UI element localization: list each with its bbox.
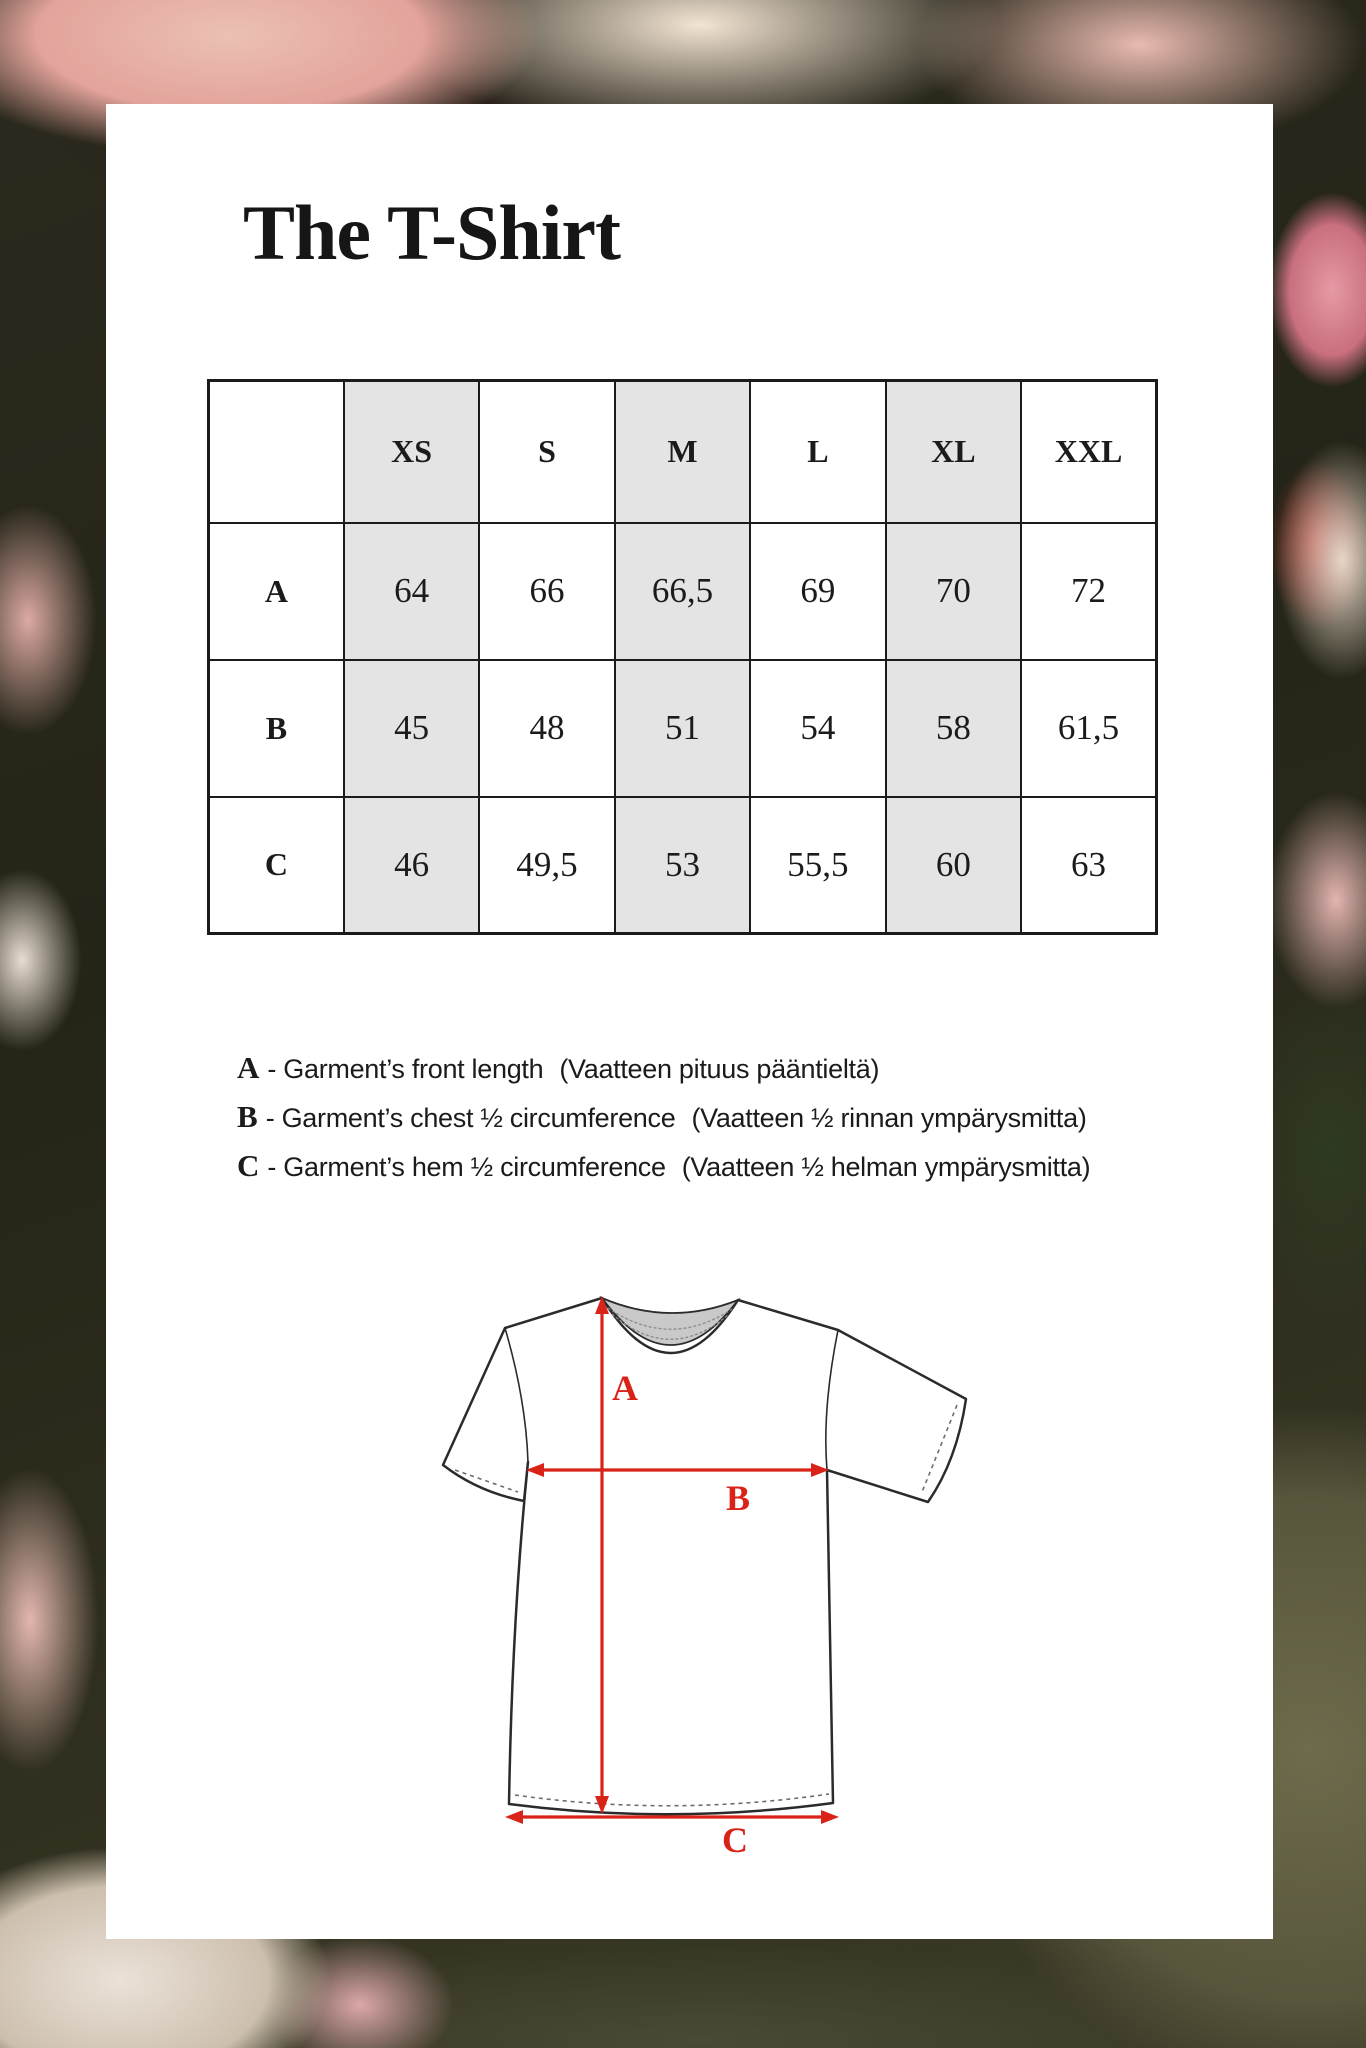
size-column-header-xs: XS bbox=[344, 381, 479, 523]
legend-letter-c: C bbox=[237, 1148, 260, 1183]
size-value-cell: 70 bbox=[886, 523, 1021, 660]
size-chart-card bbox=[106, 104, 1273, 1939]
arrow-c-head-left bbox=[505, 1810, 523, 1824]
table-row-b bbox=[209, 660, 1157, 797]
legend-letter-b: B bbox=[237, 1099, 258, 1134]
tshirt-measurement-diagram bbox=[430, 1280, 990, 1860]
size-column-header-xl: XL bbox=[886, 381, 1021, 523]
size-value-cell: 60 bbox=[886, 797, 1021, 934]
size-value-cell: 66 bbox=[479, 523, 614, 660]
table-row-a bbox=[209, 523, 1157, 660]
legend-finnish-a: (Vaatteen pituus pääntieltä) bbox=[559, 1054, 880, 1084]
size-value-cell: 46 bbox=[344, 797, 479, 934]
table-row-c bbox=[209, 797, 1157, 934]
diagram-label-a: A bbox=[612, 1368, 638, 1408]
tshirt-outline bbox=[443, 1298, 966, 1814]
size-column-header-xxl: XXL bbox=[1021, 381, 1156, 523]
size-value-cell: 48 bbox=[479, 660, 614, 797]
size-value-cell: 54 bbox=[750, 660, 885, 797]
size-value-cell: 45 bbox=[344, 660, 479, 797]
size-value-cell: 53 bbox=[615, 797, 750, 934]
legend-line-b bbox=[237, 1099, 1090, 1135]
size-value-cell: 61,5 bbox=[1021, 660, 1156, 797]
legend-line-c bbox=[237, 1148, 1090, 1184]
size-column-header-m: M bbox=[615, 381, 750, 523]
size-value-cell: 51 bbox=[615, 660, 750, 797]
size-value-cell: 49,5 bbox=[479, 797, 614, 934]
size-value-cell: 55,5 bbox=[750, 797, 885, 934]
measurement-legend bbox=[237, 1050, 1090, 1197]
legend-finnish-b: (Vaatteen ½ rinnan ympärysmitta) bbox=[691, 1103, 1087, 1133]
size-value-cell: 58 bbox=[886, 660, 1021, 797]
size-value-cell: 72 bbox=[1021, 523, 1156, 660]
size-table-header-row bbox=[209, 381, 1157, 523]
page-title: The T-Shirt bbox=[243, 189, 620, 276]
size-value-cell: 69 bbox=[750, 523, 885, 660]
legend-description-a: - Garment’s front length bbox=[267, 1054, 544, 1084]
arrow-c-head-right bbox=[821, 1810, 839, 1824]
legend-letter-a: A bbox=[237, 1050, 260, 1085]
measure-row-label-c: C bbox=[209, 797, 344, 934]
size-value-cell: 63 bbox=[1021, 797, 1156, 934]
size-column-header-s: S bbox=[479, 381, 614, 523]
legend-finnish-c: (Vaatteen ½ helman ympärysmitta) bbox=[681, 1152, 1091, 1182]
size-value-cell: 64 bbox=[344, 523, 479, 660]
legend-line-a bbox=[237, 1050, 1090, 1086]
corner-cell bbox=[209, 381, 344, 523]
measure-row-label-b: B bbox=[209, 660, 344, 797]
size-table bbox=[207, 379, 1158, 935]
legend-description-b: - Garment’s chest ½ circumference bbox=[265, 1103, 676, 1133]
size-value-cell: 66,5 bbox=[615, 523, 750, 660]
legend-description-c: - Garment’s hem ½ circumference bbox=[267, 1152, 666, 1182]
diagram-label-b: B bbox=[726, 1478, 751, 1518]
size-column-header-l: L bbox=[750, 381, 885, 523]
measure-row-label-a: A bbox=[209, 523, 344, 660]
diagram-label-c: C bbox=[722, 1820, 748, 1860]
